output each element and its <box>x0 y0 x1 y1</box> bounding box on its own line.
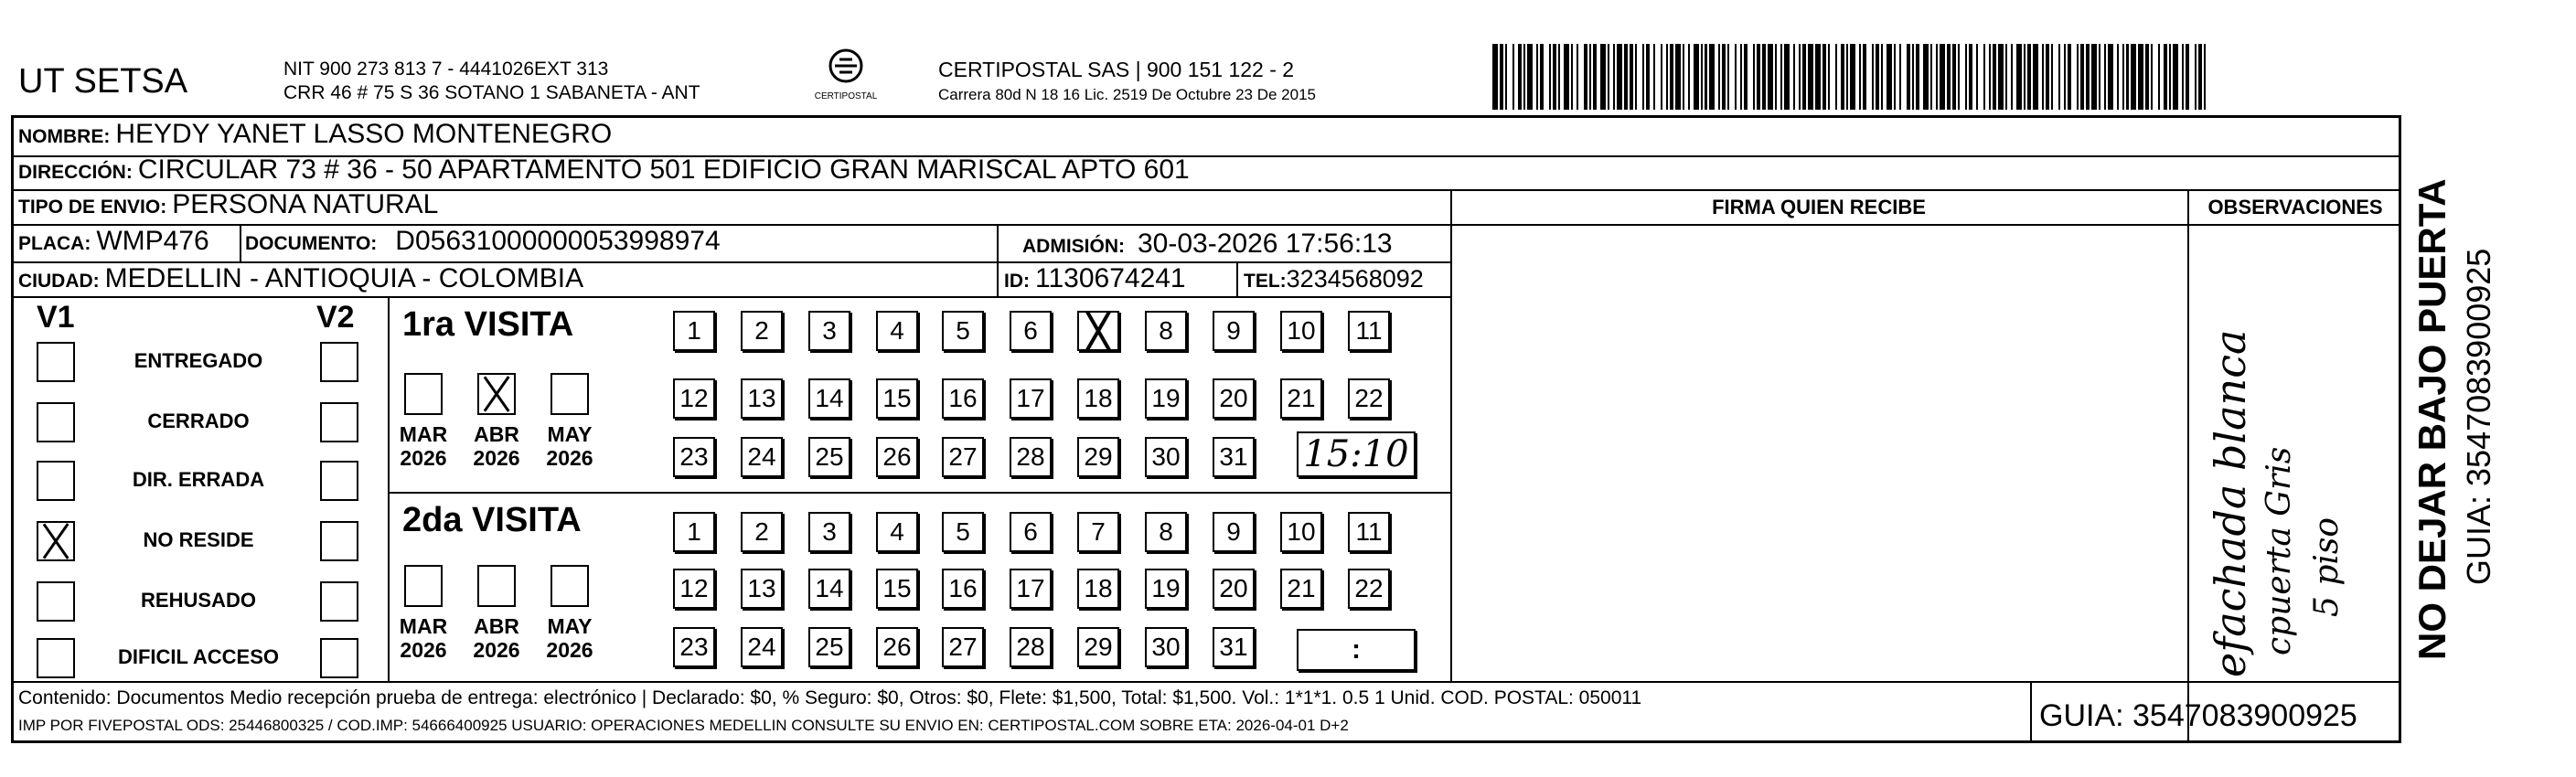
day-checkbox[interactable] <box>673 437 715 477</box>
day-checkbox[interactable] <box>1077 512 1119 552</box>
v1-checkbox[interactable] <box>37 521 75 561</box>
day-checkbox[interactable] <box>741 437 783 477</box>
v1-checkbox[interactable] <box>37 342 75 382</box>
day-number: 4 <box>890 517 904 546</box>
day-checkbox[interactable] <box>1348 378 1390 419</box>
day-number: 30 <box>1151 442 1181 471</box>
day-number: 7 <box>1091 517 1106 546</box>
day-checkbox[interactable] <box>1280 311 1322 351</box>
tel-label: TEL: <box>1244 271 1287 292</box>
day-checkbox[interactable] <box>1280 569 1322 609</box>
status-label: CERRADO <box>147 410 250 432</box>
day-number: 27 <box>948 633 978 661</box>
status-label: DIR. ERRADA <box>132 468 265 491</box>
day-number: 18 <box>1084 574 1113 602</box>
footer-divider <box>11 681 2401 683</box>
day-number: 8 <box>1159 316 1173 345</box>
status-label: REHUSADO <box>141 589 256 612</box>
visit2-time-box[interactable] <box>1297 629 1416 671</box>
day-checkbox[interactable] <box>741 569 783 609</box>
day-checkbox[interactable] <box>1145 437 1187 477</box>
status-label: ENTREGADO <box>134 349 263 372</box>
day-number: 23 <box>679 442 709 471</box>
ciudad-label: CIUDAD: <box>18 271 100 292</box>
logo-text: CERTIPOSTAL <box>814 91 878 101</box>
day-number: 29 <box>1084 633 1113 661</box>
day-number: 24 <box>747 633 776 661</box>
ciudad-cell <box>18 263 583 294</box>
id-label: ID: <box>1004 271 1030 292</box>
direccion-label: DIRECCIÓN: <box>18 162 133 183</box>
day-number: 25 <box>815 633 844 661</box>
day-number: 26 <box>882 633 912 661</box>
documento-label: DOCUMENTO: <box>245 233 378 254</box>
day-number: 6 <box>1023 517 1038 546</box>
day-checkbox[interactable] <box>673 569 715 609</box>
day-number: 5 <box>956 517 970 546</box>
day-checkbox[interactable] <box>1348 512 1390 552</box>
day-number: 19 <box>1151 574 1181 602</box>
day-checkbox[interactable] <box>808 512 850 552</box>
day-checkbox[interactable] <box>808 627 850 667</box>
tipo-label: TIPO DE ENVIO: <box>18 197 167 218</box>
month-label <box>538 614 602 662</box>
visit2-time: : <box>1352 634 1361 665</box>
month-year: 2026 <box>400 638 447 662</box>
v2-header: V2 <box>316 300 355 335</box>
day-checkbox[interactable] <box>1010 512 1052 552</box>
admision-cell <box>1022 229 1393 260</box>
day-number: 6 <box>1023 316 1038 345</box>
admision-label: ADMISIÓN: <box>1022 236 1125 257</box>
month-year: 2026 <box>546 638 593 662</box>
day-number: 13 <box>747 574 776 602</box>
day-checkbox[interactable] <box>741 627 783 667</box>
day-checkbox[interactable] <box>673 512 715 552</box>
tel-cell <box>1244 265 1424 293</box>
day-number: 16 <box>948 574 978 602</box>
day-checkbox[interactable] <box>741 512 783 552</box>
col-divider <box>997 224 999 296</box>
day-number: 21 <box>1287 574 1316 602</box>
day-number: 15 <box>882 574 912 602</box>
day-checkbox[interactable] <box>1280 512 1322 552</box>
day-checkbox[interactable] <box>942 378 984 419</box>
month-name: ABR <box>474 614 519 638</box>
month-name: MAY <box>547 614 593 638</box>
day-number: 16 <box>948 384 978 412</box>
month-year: 2026 <box>473 638 520 662</box>
status-label: NO RESIDE <box>143 528 254 551</box>
day-number: 17 <box>1016 574 1045 602</box>
footer-imp: IMP POR FIVEPOSTAL ODS: 25446800325 / COD.IMP: 54666400925 USUARIO: OPERACIONES MEDELLIN CONSULTE SU ENVIO EN: CERTIPOSTAL.COM SOBRE ETA: 2026-04-01 D+2 <box>18 717 1349 734</box>
day-checkbox[interactable] <box>876 512 918 552</box>
day-checkbox[interactable] <box>942 569 984 609</box>
month-year: 2026 <box>546 446 593 470</box>
day-number: 28 <box>1016 633 1045 661</box>
nit-line: NIT 900 273 813 7 - 4441026EXT 313 <box>283 59 609 80</box>
day-checkbox[interactable] <box>1280 378 1322 419</box>
day-checkbox[interactable] <box>1077 311 1119 351</box>
day-checkbox[interactable] <box>808 311 850 351</box>
day-checkbox[interactable] <box>1145 378 1187 419</box>
day-checkbox[interactable] <box>942 512 984 552</box>
day-number: 9 <box>1226 316 1241 345</box>
day-number: 22 <box>1354 384 1384 412</box>
obs-line-1: efachada blanca <box>2206 329 2255 677</box>
visit2-title: 2da VISITA <box>402 501 582 539</box>
v2-checkbox[interactable] <box>320 638 358 678</box>
v2-checkbox[interactable] <box>320 461 358 501</box>
day-checkbox[interactable] <box>1145 512 1187 552</box>
row-divider <box>11 296 1450 298</box>
day-checkbox[interactable] <box>1213 569 1255 609</box>
tel-value: 3234568092 <box>1286 265 1424 293</box>
day-number: 2 <box>754 316 769 345</box>
day-number: 22 <box>1354 574 1384 602</box>
month-year: 2026 <box>473 446 520 470</box>
day-number: 4 <box>890 316 904 345</box>
day-checkbox[interactable] <box>1010 627 1052 667</box>
direccion-row <box>18 154 1190 186</box>
day-checkbox[interactable] <box>1145 569 1187 609</box>
nombre-row <box>18 119 612 150</box>
month-label <box>391 614 455 662</box>
day-number: 31 <box>1219 442 1248 471</box>
day-checkbox[interactable] <box>1077 569 1119 609</box>
day-checkbox[interactable] <box>808 569 850 609</box>
side-warning: NO DEJAR BAJO PUERTA <box>2410 178 2453 660</box>
month-name: MAR <box>399 614 448 638</box>
barcode-bar <box>2206 44 2209 110</box>
day-checkbox[interactable] <box>876 311 918 351</box>
day-checkbox[interactable] <box>942 311 984 351</box>
certipostal-logo-icon <box>805 46 887 106</box>
barcode <box>1492 44 2209 110</box>
admision-value: 30-03-2026 17:56:13 <box>1138 229 1393 259</box>
day-number: 3 <box>822 517 837 546</box>
v2-checkbox[interactable] <box>320 402 358 442</box>
month-checkbox[interactable] <box>404 565 443 607</box>
day-number: 12 <box>679 574 709 602</box>
day-checkbox[interactable] <box>1010 569 1052 609</box>
footer-guia: GUIA: 3547083900925 <box>2039 698 2357 733</box>
day-number: 5 <box>956 316 970 345</box>
day-number: 26 <box>882 442 912 471</box>
day-checkbox[interactable] <box>1077 378 1119 419</box>
v2-checkbox[interactable] <box>320 342 358 382</box>
day-number: 11 <box>1355 316 1383 345</box>
firma-header: FIRMA QUIEN RECIBE <box>1712 196 1926 218</box>
day-number: 8 <box>1159 517 1173 546</box>
row-divider <box>388 492 1450 494</box>
day-checkbox[interactable] <box>876 627 918 667</box>
certipostal-line: CERTIPOSTAL SAS | 900 151 122 - 2 <box>938 58 1295 81</box>
v1-header: V1 <box>37 300 75 335</box>
month-label <box>538 422 602 470</box>
month-label <box>391 422 455 470</box>
day-checkbox[interactable] <box>876 437 918 477</box>
company-info <box>283 58 700 105</box>
status-label: DIFICIL ACCESO <box>117 645 279 668</box>
col-divider <box>388 296 390 681</box>
day-number: 27 <box>948 442 978 471</box>
v1-checkbox[interactable] <box>37 581 75 622</box>
signature-area[interactable] <box>1452 226 2186 679</box>
day-number: 24 <box>747 442 776 471</box>
col-divider <box>2030 681 2032 743</box>
day-number: 11 <box>1355 517 1383 546</box>
day-number: 3 <box>822 316 837 345</box>
v1-checkbox[interactable] <box>37 402 75 442</box>
day-checkbox[interactable] <box>1348 569 1390 609</box>
day-checkbox[interactable] <box>1010 437 1052 477</box>
month-year: 2026 <box>400 446 447 470</box>
day-number: 21 <box>1287 384 1316 412</box>
day-number: 12 <box>679 384 709 412</box>
visit1-time: 15:10 <box>1303 433 1409 475</box>
id-cell <box>1004 263 1186 294</box>
day-number: 1 <box>687 316 701 345</box>
tipo-value: PERSONA NATURAL <box>172 189 439 219</box>
day-checkbox[interactable] <box>876 378 918 419</box>
day-number: 29 <box>1084 442 1113 471</box>
placa-cell <box>18 226 209 257</box>
ciudad-value: MEDELLIN - ANTIOQUIA - COLOMBIA <box>104 263 584 293</box>
col-divider <box>240 224 241 261</box>
day-checkbox[interactable] <box>876 569 918 609</box>
day-number: 30 <box>1151 633 1181 661</box>
documento-cell <box>245 226 721 257</box>
month-label <box>465 614 529 662</box>
day-number: 25 <box>815 442 844 471</box>
month-checkbox[interactable] <box>404 373 443 415</box>
day-checkbox[interactable] <box>942 437 984 477</box>
day-number: 20 <box>1219 574 1248 602</box>
obs-line-3: 5 piso <box>2308 516 2346 617</box>
direccion-value: CIRCULAR 73 # 36 - 50 APARTAMENTO 501 EDIFICIO GRAN MARISCAL APTO 601 <box>137 154 1190 185</box>
obs-line-2: cpuerta Gris <box>2261 446 2298 655</box>
v2-checkbox[interactable] <box>320 581 358 622</box>
day-checkbox[interactable] <box>1213 512 1255 552</box>
visit1-time-box[interactable] <box>1297 431 1416 477</box>
day-checkbox[interactable] <box>1213 437 1255 477</box>
v1-checkbox[interactable] <box>37 461 75 501</box>
day-number: 9 <box>1226 517 1241 546</box>
month-label <box>465 422 529 470</box>
side-guia: GUIA: 3547083900925 <box>2460 248 2497 585</box>
day-checkbox[interactable] <box>942 627 984 667</box>
day-number: 17 <box>1016 384 1045 412</box>
day-checkbox[interactable] <box>741 311 783 351</box>
day-checkbox[interactable] <box>1213 311 1255 351</box>
month-checkbox[interactable] <box>477 373 516 415</box>
nombre-label: NOMBRE: <box>18 126 111 147</box>
day-number: 15 <box>882 384 912 412</box>
day-checkbox[interactable] <box>1145 311 1187 351</box>
day-number: 1 <box>687 517 701 546</box>
month-checkbox[interactable] <box>550 373 589 415</box>
placa-value: WMP476 <box>96 226 209 256</box>
day-checkbox[interactable] <box>673 311 715 351</box>
day-checkbox[interactable] <box>1010 311 1052 351</box>
day-checkbox[interactable] <box>1010 378 1052 419</box>
day-checkbox[interactable] <box>673 378 715 419</box>
day-checkbox[interactable] <box>1077 627 1119 667</box>
visit1-title: 1ra VISITA <box>402 305 574 344</box>
day-number: 10 <box>1287 316 1316 345</box>
day-number: 23 <box>679 633 709 661</box>
id-value: 1130674241 <box>1035 263 1186 293</box>
day-checkbox[interactable] <box>1145 627 1187 667</box>
day-number: 28 <box>1016 442 1045 471</box>
day-number: 14 <box>815 384 844 412</box>
tipo-row <box>18 189 438 220</box>
day-checkbox[interactable] <box>808 437 850 477</box>
col-divider <box>1236 261 1238 296</box>
month-checkbox[interactable] <box>477 565 516 607</box>
documento-value: D05631000000053998974 <box>395 226 721 256</box>
day-checkbox[interactable] <box>1213 378 1255 419</box>
day-number: 2 <box>754 517 769 546</box>
observaciones-area[interactable] <box>2189 226 2401 679</box>
day-number: 20 <box>1219 384 1248 412</box>
nombre-value: HEYDY YANET LASSO MONTENEGRO <box>115 119 613 149</box>
month-name: MAY <box>547 422 593 446</box>
day-number: 31 <box>1219 633 1248 661</box>
day-checkbox[interactable] <box>1348 311 1390 351</box>
day-number: 13 <box>747 384 776 412</box>
v2-checkbox[interactable] <box>320 521 358 561</box>
day-checkbox[interactable] <box>673 627 715 667</box>
day-number: 18 <box>1084 384 1113 412</box>
observaciones-header: OBSERVACIONES <box>2207 196 2383 218</box>
month-checkbox[interactable] <box>550 565 589 607</box>
certipostal-license: Carrera 80d N 18 16 Lic. 2519 De Octubre 23 De 2015 <box>938 86 1316 103</box>
day-number: 10 <box>1287 517 1316 546</box>
month-name: MAR <box>399 422 448 446</box>
v1-checkbox[interactable] <box>37 638 75 678</box>
footer-contenido: Contenido: Documentos Medio recepción prueba de entrega: electrónico | Declarado: $0, % Seguro: $0, Otros: $0, Flete: $1,500, Total: $1,500. Vol.: 1*1*1. 0.5 1 Unid. COD. POSTAL: 050011 <box>18 687 1642 708</box>
company-address: CRR 46 # 75 S 36 SOTANO 1 SABANETA - ANT <box>283 82 700 103</box>
placa-label: PLACA: <box>18 233 91 254</box>
day-checkbox[interactable] <box>1213 627 1255 667</box>
day-checkbox[interactable] <box>1077 437 1119 477</box>
day-checkbox[interactable] <box>808 378 850 419</box>
day-number: 19 <box>1151 384 1181 412</box>
day-number: 14 <box>815 574 844 602</box>
company-name: UT SETSA <box>18 62 188 101</box>
day-checkbox[interactable] <box>741 378 783 419</box>
month-name: ABR <box>474 422 519 446</box>
